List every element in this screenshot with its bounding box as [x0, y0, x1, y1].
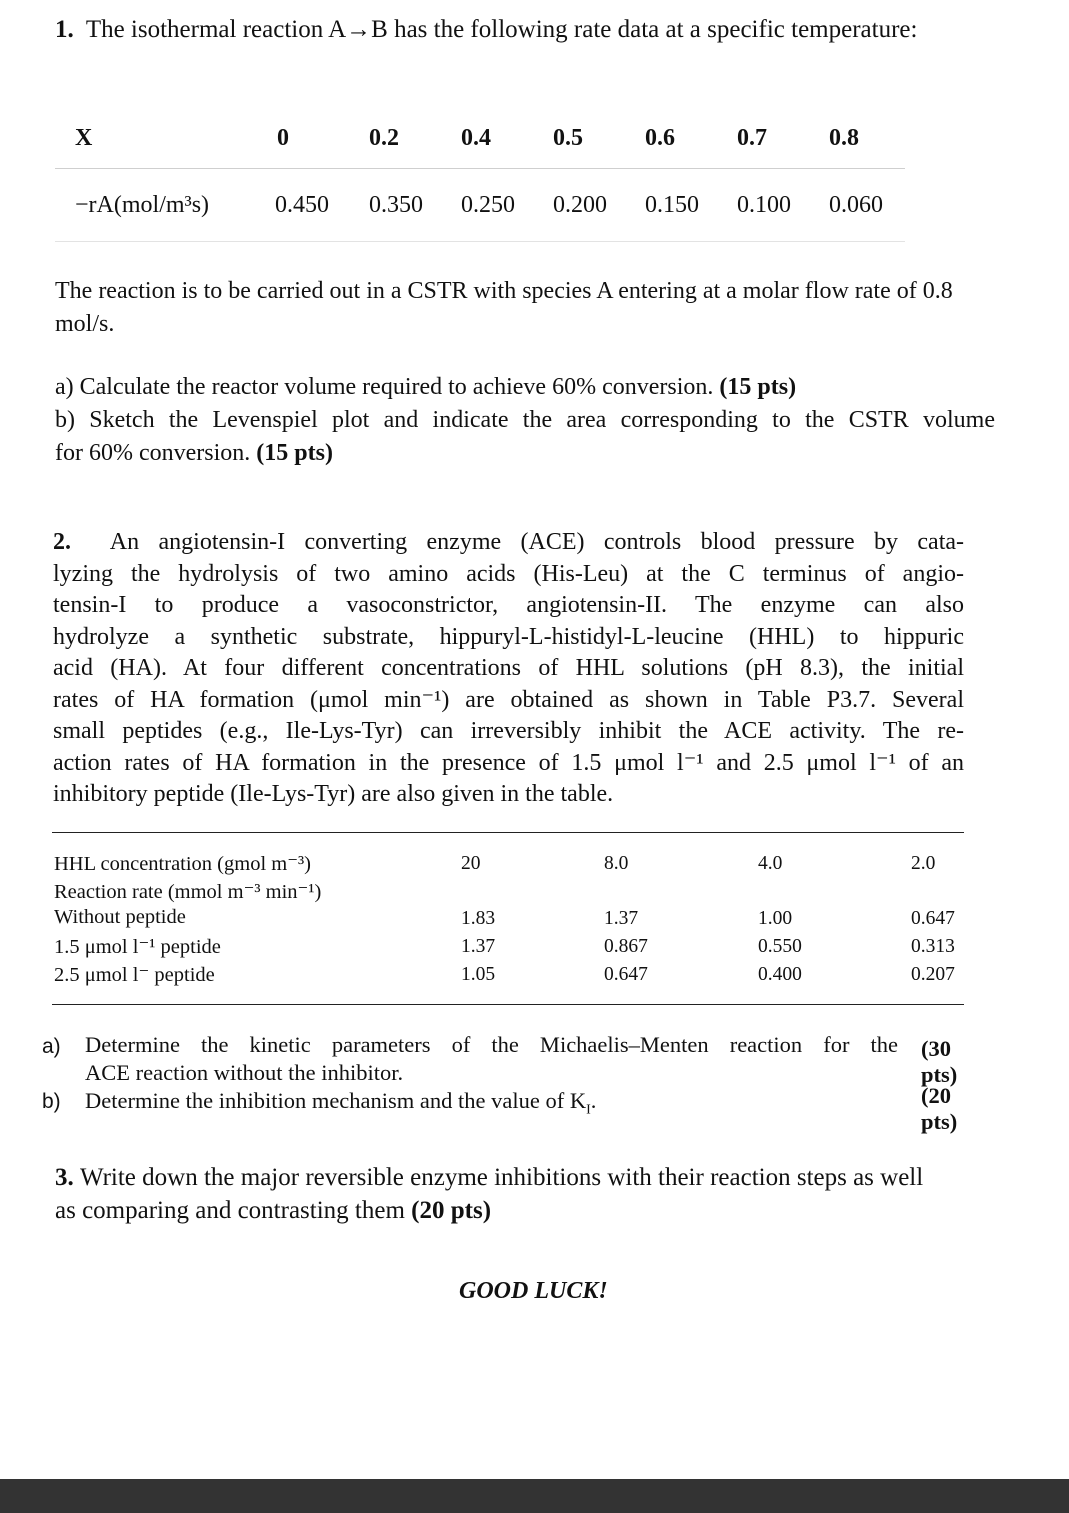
q2-part-b-text: Determine the inhibition mechanism and the value of K [85, 1088, 587, 1113]
q3-paragraph [55, 1161, 985, 1227]
q1-paragraph: The reaction is to be carried out in a CSTR with species A entering at a molar flow rate of 0.8 mol/s. [55, 278, 953, 337]
rate-value: 0.350 [369, 169, 461, 242]
x-value: 0.8 [829, 108, 905, 169]
q3-line1 [55, 1161, 985, 1194]
rate-value: 0.060 [829, 169, 905, 242]
q3-pts: (20 pts) [411, 1197, 492, 1224]
rate-value: 0.250 [461, 169, 553, 242]
q2-line: tensin-I to produce a vasoconstrictor, angiotensin-II. The enzyme can also [53, 592, 964, 618]
q2-paragraph [53, 527, 964, 811]
rate-cell: 1.00 [758, 908, 793, 929]
q2-line: rates of HA formation (μmol min⁻¹) are obtained as shown in Table P3.7. Several [53, 686, 964, 713]
good-luck: GOOD LUCK! [459, 1278, 608, 1304]
q2-line: inhibitory peptide (Ile-Lys-Tyr) are also given in the table. [53, 781, 614, 807]
q3-line2 [55, 1194, 985, 1227]
q2-part-b-pts: (20 pts) [921, 1083, 958, 1134]
x-value: 0.2 [369, 108, 461, 169]
q2-part-a-line1: Determine the kinetic parameters of the Michaelis–Menten reaction for the [85, 1032, 898, 1057]
enzyme-rate-table [52, 832, 964, 1005]
rate-cell: 1.37 [604, 908, 639, 929]
rate-cell: 0.550 [758, 936, 802, 957]
q1-part-a-pts: (15 pts) [719, 374, 797, 400]
q1-part-b-line1: b) Sketch the Levenspiel plot and indicate the area corresponding to the CSTR volume [55, 407, 995, 433]
q3-line1-text: Write down the major reversible enzyme inhibitions with their reaction steps as well [80, 1164, 924, 1191]
q2-number: 2. [53, 529, 71, 555]
q2-line-text: An angiotensin-I converting enzyme (ACE) controls blood pressure by cata- [109, 529, 965, 555]
rate-cell: 0.647 [911, 908, 955, 929]
q3-line2-text: as comparing and contrasting them [55, 1197, 405, 1224]
q2-line: action rates of HA formation in the presence of 1.5 μmol l⁻¹ and 2.5 μmol l⁻¹ of an [53, 749, 964, 776]
rate-cell: 0.867 [604, 936, 648, 957]
q3-number: 3. [55, 1164, 74, 1191]
q2-line [53, 527, 964, 559]
q2-part-b [85, 1088, 596, 1119]
rate-value: 0.450 [275, 169, 369, 242]
q2-part-a-pts: (30 pts) [921, 1036, 958, 1087]
q1-title-text: The isothermal reaction A→B has the following rate data at a specific temperature: [85, 16, 918, 43]
x-value: 0.6 [645, 108, 737, 169]
x-value: 0 [275, 108, 369, 169]
q2-line: lyzing the hydrolysis of two amino acids (His-Leu) at the C terminus of angio- [53, 560, 964, 587]
q1-part-b-pts: (15 pts) [256, 440, 333, 466]
q2-part-a-line2: ACE reaction without the inhibitor. [85, 1060, 404, 1085]
row-label-2-5-peptide: 2.5 μmol l⁻ peptide [54, 964, 215, 986]
q1-number: 1. [55, 16, 74, 43]
rate-value: 0.150 [645, 169, 737, 242]
row-label-without-peptide: Without peptide [54, 906, 186, 928]
x-value: 0.7 [737, 108, 829, 169]
footer-bar [0, 1479, 1069, 1513]
conc-value: 4.0 [758, 853, 783, 874]
rate-cell: 1.83 [461, 908, 496, 929]
conversion-row [55, 108, 905, 169]
q1-part-b-text: for 60% conversion. [55, 440, 251, 466]
rate-cell: 1.37 [461, 936, 496, 957]
rate-cell: 0.313 [911, 936, 955, 957]
q2-line: hydrolyze a synthetic substrate, hippuryl-L-histidyl-L-leucine (HHL) to hippuric [53, 623, 964, 650]
rate-cell: 0.647 [604, 964, 648, 985]
rate-data-table [55, 108, 905, 242]
rate-label: −rA(mol/m³s) [55, 169, 275, 242]
rate-value: 0.200 [553, 169, 645, 242]
row-label-1-5-peptide: 1.5 μmol l⁻¹ peptide [54, 936, 221, 958]
rate-cell: 1.05 [461, 964, 496, 985]
x-value: 0.5 [553, 108, 645, 169]
x-value: 0.4 [461, 108, 553, 169]
hhl-conc-label: HHL concentration (gmol m⁻³) [54, 853, 312, 875]
q1-title [55, 16, 917, 44]
rate-value: 0.100 [737, 169, 829, 242]
rate-cell: 0.207 [911, 964, 955, 985]
q2-part-a-label: a) [42, 1035, 61, 1058]
rate-cell: 0.400 [758, 964, 802, 985]
q2-line: small peptides (e.g., Ile-Lys-Tyr) can irreversibly inhibit the ACE activity. The re- [53, 718, 964, 744]
reaction-rate-label: Reaction rate (mmol m⁻³ min⁻¹) [54, 881, 322, 903]
q2-line: acid (HA). At four different concentrations of HHL solutions (pH 8.3), the initial [53, 655, 964, 681]
q2-part-b-label: b) [42, 1090, 61, 1113]
conversion-label: X [55, 108, 275, 169]
ki-subscript: I [586, 1102, 591, 1118]
q1-part-a [55, 371, 995, 404]
q2-part-b-end: . [590, 1088, 597, 1113]
conc-value: 2.0 [911, 853, 936, 874]
q1-parts [55, 371, 995, 470]
q1-part-b-line2 [55, 437, 995, 470]
rate-row [55, 169, 905, 242]
q1-part-a-text: a) Calculate the reactor volume required to achieve 60% conversion. [55, 374, 714, 400]
conc-value: 20 [461, 853, 481, 874]
conc-value: 8.0 [604, 853, 629, 874]
